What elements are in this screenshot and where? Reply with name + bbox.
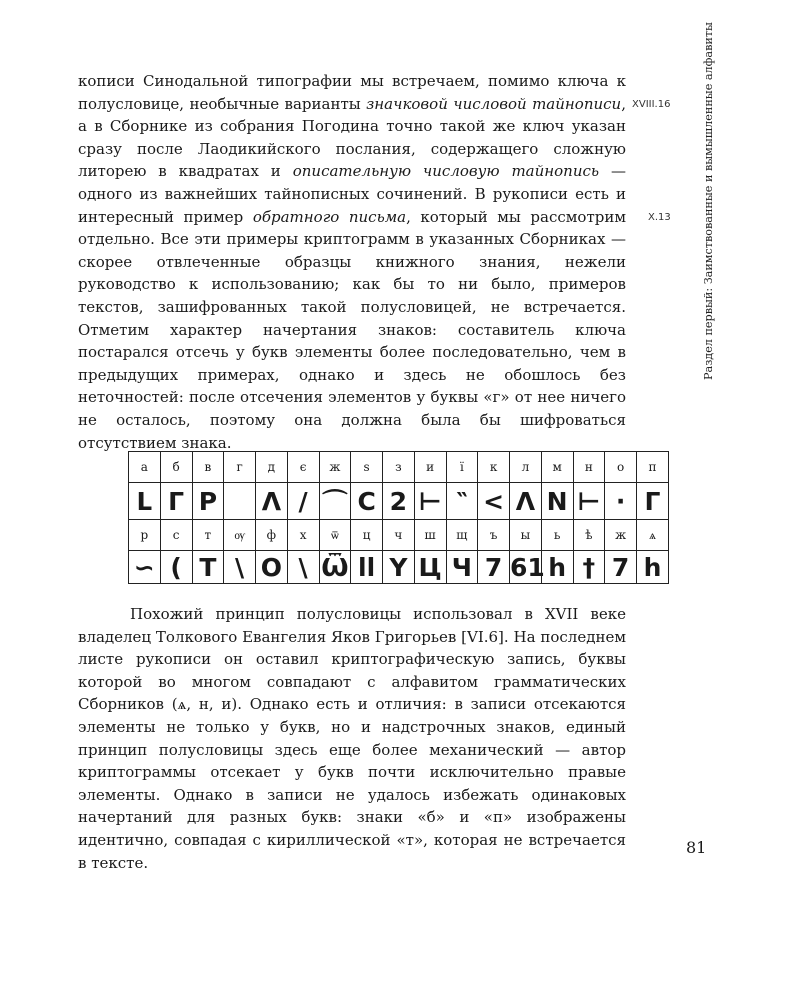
table-row bbox=[129, 452, 669, 483]
plain-letter-cell: є bbox=[287, 452, 319, 483]
cipher-glyph-cell: Ѿ bbox=[319, 551, 351, 584]
plain-letter-cell: ь bbox=[541, 520, 573, 551]
table-row bbox=[129, 520, 669, 551]
plain-letter-cell: л bbox=[510, 452, 542, 483]
cipher-glyph-cell: Г bbox=[637, 483, 669, 520]
plain-letter-cell: ф bbox=[256, 520, 288, 551]
cipher-glyph-cell bbox=[224, 483, 256, 520]
cipher-glyph-cell: ll bbox=[351, 551, 383, 584]
plain-letter-cell: ъ bbox=[478, 520, 510, 551]
plain-letter-cell: и bbox=[414, 452, 446, 483]
plain-letter-cell: ѹ bbox=[224, 520, 256, 551]
plain-letter-cell: б bbox=[160, 452, 192, 483]
cipher-glyph-cell: 7 bbox=[478, 551, 510, 584]
margin-ref-1: XVIII.16 bbox=[632, 99, 671, 110]
plain-letter-cell: ж bbox=[605, 520, 637, 551]
plain-letter-cell: ѕ bbox=[351, 452, 383, 483]
plain-letter-cell: ж bbox=[319, 452, 351, 483]
plain-letter-cell: в bbox=[192, 452, 224, 483]
margin-ref-2: X.13 bbox=[648, 212, 671, 223]
cipher-glyph-cell: С bbox=[351, 483, 383, 520]
plain-letter-cell: з bbox=[383, 452, 415, 483]
cipher-glyph-cell: ∽ bbox=[129, 551, 161, 584]
cipher-glyph-cell: Ц bbox=[414, 551, 446, 584]
cipher-glyph-cell: ⊢ bbox=[573, 483, 605, 520]
cipher-glyph-cell: \ bbox=[224, 551, 256, 584]
cipher-glyph-cell: ⊢ bbox=[414, 483, 446, 520]
cipher-table bbox=[128, 451, 669, 584]
cipher-glyph-cell: 7 bbox=[605, 551, 637, 584]
cipher-glyph-cell: < bbox=[478, 483, 510, 520]
cipher-glyph-cell: 2 bbox=[383, 483, 415, 520]
cipher-glyph-cell: ( bbox=[160, 551, 192, 584]
cipher-glyph-cell: Y bbox=[383, 551, 415, 584]
plain-letter-cell: ѣ bbox=[573, 520, 605, 551]
paragraph-2: Похожий принцип полусловицы использовал в XVII веке владелец Толкового Евангелия Яков Григорьев [VI.6]. На последнем листе рукописи он оставил криптографическую запись, буквы которой во многом совпадают с алфавитом грамматических Сборников (ѧ, н, и). Однако есть и отличия: в записи отсекаются элементы не только у букв, но и надстрочных знаков, единый принцип полусловицы здесь еще более механический — автор криптограммы отсекает у букв почти исключительно правые элементы. Однако в записи не удалось избежать одинаковых начертаний для разных букв: знаки «б» и «п» изображены идентично, совпадая с кириллической «т», которая не встречается в тексте. bbox=[78, 605, 626, 872]
plain-letter-cell: ш bbox=[414, 520, 446, 551]
cipher-glyph-cell: N bbox=[541, 483, 573, 520]
plain-letter-cell: ѿ bbox=[319, 520, 351, 551]
cipher-glyph-cell: / bbox=[287, 483, 319, 520]
cipher-glyph-cell: h bbox=[637, 551, 669, 584]
cipher-glyph-cell: ⌒ bbox=[319, 483, 351, 520]
plain-letter-cell: г bbox=[224, 452, 256, 483]
plain-letter-cell: ы bbox=[510, 520, 542, 551]
plain-letter-cell: ц bbox=[351, 520, 383, 551]
plain-letter-cell: т bbox=[192, 520, 224, 551]
cipher-glyph-cell: \ bbox=[287, 551, 319, 584]
plain-letter-cell: с bbox=[160, 520, 192, 551]
plain-letter-cell: ч bbox=[383, 520, 415, 551]
cipher-glyph-cell: · bbox=[605, 483, 637, 520]
cipher-glyph-cell: Т bbox=[192, 551, 224, 584]
plain-letter-cell: д bbox=[256, 452, 288, 483]
table-row bbox=[129, 551, 669, 584]
plain-letter-cell: х bbox=[287, 520, 319, 551]
plain-letter-cell: ѧ bbox=[637, 520, 669, 551]
plain-letter-cell: п bbox=[637, 452, 669, 483]
table-row bbox=[129, 483, 669, 520]
cipher-glyph-cell: Ч bbox=[446, 551, 478, 584]
plain-letter-cell: ї bbox=[446, 452, 478, 483]
page-number: 81 bbox=[686, 838, 707, 857]
cipher-glyph-cell: Ο bbox=[256, 551, 288, 584]
plain-letter-cell: н bbox=[573, 452, 605, 483]
plain-letter-cell: щ bbox=[446, 520, 478, 551]
running-head: Раздел первый: Заимствованные и вымышленные алфавиты bbox=[702, 22, 715, 380]
cipher-glyph-cell: ᐱ bbox=[510, 483, 542, 520]
cipher-glyph-cell: † bbox=[573, 551, 605, 584]
plain-letter-cell: а bbox=[129, 452, 161, 483]
paragraph-1: кописи Синодальной типографии мы встречаем, помимо ключа к полусловице, необычные варианты значковой числовой тайнописи, а в Сборнике из собрания Погодина точно такой же ключ указан сразу после Лаодикийского послания, содержащего сложную литорею в квадратах и описательную числовую тайнопись — одного из важнейших тайнописных сочинений. В рукописи есть и интересный пример обратного письма, который мы рассмотрим отдельно. Все эти примеры криптограмм в указанных Сборниках — скорее отвлеченные образцы книжного знания, нежели руководство к использованию; как бы то ни было, примеров текстов, зашифрованных такой полусловицей, не встречается. Отметим характер начертания знаков: составитель ключа постарался отсечь у букв элементы более последовательно, чем в предыдущих примерах, однако и здесь не обошлось без неточностей: после отсечения элементов у буквы «г» от нее ничего не осталось, поэтому она должна была бы шифроваться отсутствием знака. bbox=[78, 72, 627, 452]
cipher-glyph-cell: Λ bbox=[256, 483, 288, 520]
plain-letter-cell: р bbox=[129, 520, 161, 551]
cipher-glyph-cell: Р bbox=[192, 483, 224, 520]
cipher-glyph-cell: ‶ bbox=[446, 483, 478, 520]
plain-letter-cell: о bbox=[605, 452, 637, 483]
plain-letter-cell: м bbox=[541, 452, 573, 483]
cipher-glyph-cell: Г bbox=[160, 483, 192, 520]
cipher-glyph-cell: ᒪ bbox=[129, 483, 161, 520]
plain-letter-cell: к bbox=[478, 452, 510, 483]
cipher-glyph-cell: h bbox=[541, 551, 573, 584]
cipher-glyph-cell: 61 bbox=[510, 552, 545, 582]
